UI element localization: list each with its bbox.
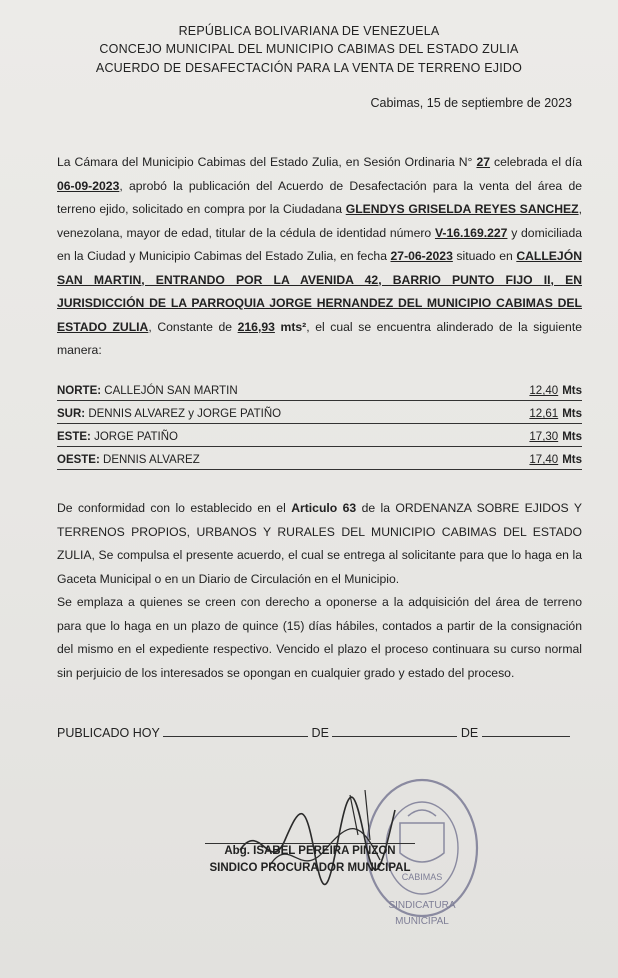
boundary-unit: Mts [562, 431, 582, 443]
text: La Cámara del Municipio Cabimas del Estado Zulia, en Sesión Ordinaria N° [57, 155, 477, 169]
opposition-notice: Se emplaza a quienes se creen con derecho a oponerse a la adquisición del área de terreno para que lo haga en un plazo de quince (15) días hábiles, contados a partir de la consignación del mismo en el expediente respectivo. Vencido el plazo el proceso continuara su curso normal sin perjuicio de los interesados se opongan en cualquier grado y estado del proceso. [57, 595, 582, 680]
id-number: V-16.169.227 [434, 225, 508, 240]
published-day-blank[interactable] [163, 726, 308, 737]
boundary-neighbor: DENNIS ALVAREZ [103, 454, 200, 466]
boundary-underline [57, 423, 582, 424]
header-agreement-title: ACUERDO DE DESAFECTACIÓN PARA LA VENTA DE TERRENO EJIDO [95, 61, 523, 75]
signer-title: SINDICO PROCURADOR MUNICIPAL [209, 862, 411, 874]
paragraph-approval [57, 151, 582, 363]
boundary-measure [529, 454, 582, 466]
boundary-label: ESTE: [57, 431, 91, 443]
text: , venezolana, mayor de edad, titular de la cédula de identidad número [57, 202, 582, 240]
text: de la ORDENANZA SOBRE EJIDOS Y TERRENOS PROPIOS, URBANOS Y RURALES DEL MUNICIPIO CABIMAS DEL ESTADO ZULIA, Se compulsa el presente acuerdo, el cual se entrega al solicitante para que lo haga en la Gaceta Municipal o en un Diario de Circulación en el Municipio. [57, 501, 582, 586]
boundary-row [57, 408, 582, 426]
boundary-unit: Mts [562, 385, 582, 397]
published-label: PUBLICADO HOY [57, 726, 160, 740]
boundary-description [57, 385, 238, 397]
text: , el cual se encuentra alinderado de la siguiente manera: [57, 319, 582, 357]
stamp-center-text: CABIMAS [401, 872, 443, 882]
boundary-description [57, 454, 200, 466]
paragraph-legal [57, 497, 582, 685]
boundary-neighbor: CALLEJÓN SAN MARTIN [104, 385, 238, 397]
text: y domiciliada en la Ciudad y Municipio Cabimas del Estado Zulia, en fecha [57, 225, 583, 263]
boundary-measure [529, 385, 582, 397]
property-location: CALLEJÓN SAN MARTIN, ENTRANDO POR LA AVENIDA 42, BARRIO PUNTO FIJO II, EN JURISDICCIÓN DE LA PARROQUIA JORGE HERNANDEZ DEL MUNICIPIO CABIMAS DEL ESTADO ZULIA [57, 249, 582, 334]
request-date: 27-06-2023 [390, 249, 453, 263]
text: situado en [452, 249, 517, 263]
boundary-description [57, 408, 281, 420]
boundary-neighbor: JORGE PATIÑO [94, 431, 178, 443]
header-republic: REPÚBLICA BOLIVARIANA DE VENEZUELA [178, 24, 440, 38]
boundary-measure [529, 408, 582, 420]
boundary-row [57, 454, 582, 472]
area-unit: mts² [280, 319, 307, 334]
boundary-unit: Mts [562, 454, 582, 466]
boundary-underline [57, 400, 582, 401]
article-reference: Articulo 63 [291, 501, 357, 515]
boundary-label: OESTE: [57, 454, 100, 466]
boundary-row [57, 431, 582, 449]
applicant-name: GLENDYS GRISELDA REYES SANCHEZ [345, 202, 579, 216]
boundary-neighbor: DENNIS ALVAREZ y JORGE PATIÑO [88, 408, 282, 420]
boundary-length: 12,40 [529, 385, 559, 397]
boundary-underline [57, 446, 582, 447]
published-line [57, 726, 582, 740]
boundary-length: 12,61 [529, 408, 559, 420]
boundary-description [57, 431, 178, 443]
signature-line [205, 843, 415, 844]
stamp-bottom-2: MUNICIPAL [395, 916, 449, 927]
boundary-length: 17,30 [529, 431, 559, 443]
boundary-measure [529, 431, 582, 443]
property-area: 216,93 [237, 319, 275, 334]
session-number: 27 [476, 155, 491, 169]
boundary-row [57, 385, 582, 403]
text: De conformidad con lo establecido en el [57, 501, 292, 515]
boundary-label: NORTE: [57, 385, 102, 397]
boundary-underline [57, 469, 582, 470]
header-council: CONCEJO MUNICIPAL DEL MUNICIPIO CABIMAS DEL ESTADO ZULIA [99, 42, 519, 56]
published-month-blank[interactable] [332, 726, 457, 737]
signer-name: Abg. ISABEL PEREIRA PINZON [224, 845, 396, 857]
published-year-blank[interactable] [482, 726, 570, 737]
text: , aprobó la publicación del Acuerdo de Desafectación para la venta del área de terreno ejido, solicitado en compra por la Ciudadana [57, 178, 582, 216]
text: , Constante de [148, 319, 238, 334]
document-date: Cabimas, 15 de septiembre de 2023 [370, 96, 572, 110]
published-de: DE [460, 726, 479, 740]
boundary-length: 17,40 [529, 454, 559, 466]
text: celebrada el día [490, 155, 582, 169]
boundary-unit: Mts [562, 408, 582, 420]
stamp-bottom-1: SINDICATURA [388, 900, 456, 911]
boundary-label: SUR: [57, 408, 86, 420]
published-de: DE [311, 726, 329, 740]
session-date: 06-09-2023 [57, 178, 120, 193]
